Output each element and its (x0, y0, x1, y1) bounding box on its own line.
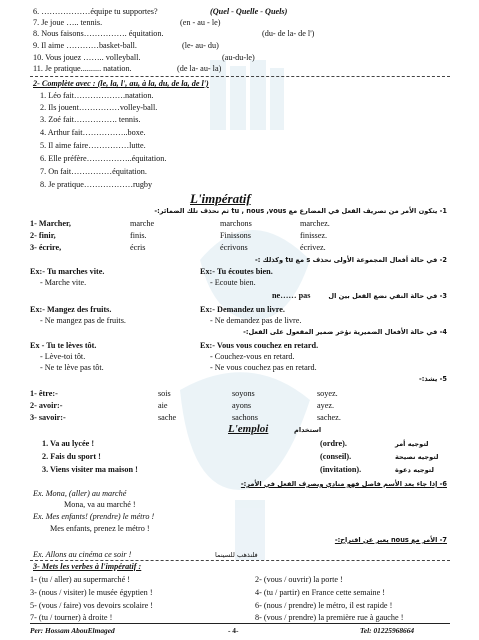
emploi-title-arabic: استخدام (294, 426, 322, 434)
rule-6-arabic: 6- إذا جاء بعد الأسم فاصل فهو منادي ويصرف الفعل في الأمر:- (240, 480, 447, 488)
example-1b: Ex:- Tu écoutes bien. (200, 267, 273, 276)
conj-nous: Finissons (220, 231, 251, 240)
irreg-inf: 2- avoir:- (30, 401, 63, 410)
example-3a-answer-neg: - Ne te lève pas tôt. (40, 363, 104, 372)
section2-item: 7. On fait……………équitation. (40, 167, 147, 176)
section3-item: 7- (tu / tourner) à droite ! (30, 613, 113, 622)
section3-item: 8- (vous / prendre) la première rue à gauche ! (255, 613, 404, 622)
emploi-example-2: Ex. Mes enfants! (prendre) le métro ! (33, 512, 155, 521)
exercise-line-8: 8. Nous faisons……………. équitation. (33, 29, 164, 38)
exercise-line-9: 9. Il aime …………basket-ball. (33, 41, 137, 50)
divider (30, 76, 450, 77)
exercise-line-6: 6. ………………équipe tu supportes? (33, 7, 158, 16)
example-3a-answer: - Lève-toi tôt. (40, 352, 86, 361)
exercise-line-7-hint: (en - au - le) (180, 18, 221, 27)
exercise-line-8-hint: (du- de la- de l') (262, 29, 315, 38)
conj-nous: marchons (220, 219, 252, 228)
emploi-example-1-answer: Mona, va au marché ! (64, 500, 136, 509)
irreg-tu: sois (158, 389, 171, 398)
irreg-vous: ayez. (317, 401, 335, 410)
rule-4-arabic: 4- في حالة الأفعال الضميرية نؤخر ضمير المفعول على الفعل:- (243, 328, 447, 336)
emploi-label-arabic: لتوجيه دعوة (395, 466, 434, 474)
rule-2-arabic: 2- في حالة أفعال المجموعة الأولى نحذف s مع tu وكذلك :- (255, 256, 447, 264)
irreg-nous: soyons (232, 389, 255, 398)
emploi-example-1: Ex. Mona, (aller) au marché (33, 489, 127, 498)
exercise-line-9-hint: (le- au- du) (182, 41, 219, 50)
emploi-label: (ordre). (320, 439, 347, 448)
exercise-line-7: 7. Je joue ….. tennis. (33, 18, 103, 27)
section2-item: 3. Zoé fait……………. tennis. (40, 115, 141, 124)
conj-inf: 1- Marcher, (30, 219, 71, 228)
exercise-line-10: 10. Vous jouez …….. volleyball. (33, 53, 141, 62)
emploi-title: L'emploi (228, 423, 269, 435)
example-2b: Ex:- Demandez un livre. (200, 305, 285, 314)
irreg-inf: 1- être:- (30, 389, 58, 398)
rule-1-arabic: 1- يتكون الأمر من تصريف الفعل في المضارع مع tu , nous ,vous ثم نحذف تلك الضمائر:- (154, 207, 447, 215)
exercise-line-11-hint: (de la- au- la) (177, 64, 222, 73)
section2-title: 2- Complète avec : (le, la, l', au, à la, du, de la, de l') (33, 79, 209, 88)
section3-item: 4- (tu / partir) en France cette semaine ! (255, 588, 386, 597)
section2-item: 1. Léo fait……………….natation. (40, 91, 154, 100)
example-3b-answer: - Couchez-vous en retard. (210, 352, 295, 361)
section2-item: 8. Je pratique………………rugby (40, 180, 153, 189)
emploi-example: 3. Viens visiter ma maison ! (42, 465, 138, 474)
conj-vous: finissez. (300, 231, 328, 240)
conj-inf: 3- écrire, (30, 243, 62, 252)
section2-item: 4. Arthur fait……………..boxe. (40, 128, 146, 137)
exercise-line-11: 11. Je pratique.......... natation. (33, 64, 132, 73)
emploi-example-3: Ex. Allons au cinéma ce soir ! (33, 550, 132, 559)
irreg-inf: 3- savoir:- (30, 413, 66, 422)
emploi-example: 2. Fais du sport ! (42, 452, 101, 461)
section3-item: 5- (vous / faire) vos devoirs scolaire ! (30, 601, 154, 610)
emploi-label-arabic: لتوجيه أمر (395, 440, 429, 448)
section3-item: 6- (nous / prendre) le métro, il est rapide ! (255, 601, 393, 610)
rule-3-arabic: 3- في حالة النفي نضع الفعل بين ال (328, 292, 447, 300)
irreg-nous: ayons (232, 401, 252, 410)
imperatif-title: L'impératif (190, 191, 251, 206)
section3-item: 3- (nous / visiter) le musée égyptien ! (30, 588, 153, 597)
footer-page-number: - 4- (228, 626, 239, 635)
divider (30, 560, 450, 561)
example-3b-answer-neg: - Ne vous couchez pas en retard. (210, 363, 317, 372)
irreg-nous: sachons (232, 413, 258, 422)
conj-nous: écrivons (220, 243, 248, 252)
emploi-example-2-answer: Mes enfants, prenez le métro ! (50, 524, 150, 533)
emploi-label: (invitation). (320, 465, 362, 474)
conj-tu: finis. (130, 231, 147, 240)
example-3a: Ex - Tu te lèves tôt. (30, 341, 97, 350)
emploi-example: 1. Va au lycée ! (42, 439, 95, 448)
emploi-label-arabic: لتوجيه نصيحة (395, 453, 439, 461)
irreg-vous: sachez. (317, 413, 341, 422)
section2-item: 6. Elle préfère……………..équitation. (40, 154, 167, 163)
example-2a-answer: - Ne mangez pas de fruits. (40, 316, 126, 325)
footer-phone: Tel: 01225968664 (360, 626, 415, 635)
emploi-label: (conseil). (320, 452, 352, 461)
conj-vous: écrivez. (300, 243, 326, 252)
example-3b: Ex:- Vous vous couchez en retard. (200, 341, 319, 350)
rule-7-arabic: 7- الأمر مع nous يعبر عن اقتراح:- (334, 536, 447, 544)
exercise-line-10-hint: (au-du-le) (222, 53, 255, 62)
section3-item: 2- (vous / ouvrir) la porte ! (255, 575, 343, 584)
emploi-example-3-arabic: فلنذهب للسينما (215, 551, 258, 559)
irreg-tu: sache (158, 413, 177, 422)
section2-item: 2. Ils jouent……………volley-ball. (40, 103, 158, 112)
conj-tu: marche (130, 219, 155, 228)
example-1a: Ex:- Tu marches vite. (30, 267, 105, 276)
section3-title: 3- Mets les verbes à l'impératif : (33, 562, 142, 571)
section2-item: 5. Il aime faire……………lutte. (40, 141, 146, 150)
irreg-tu: aie (158, 401, 168, 410)
rule-5-arabic: 5- يشذ:- (419, 375, 447, 383)
example-1a-answer: - Marche vite. (40, 278, 87, 287)
conj-tu: écris (130, 243, 146, 252)
rule-3-label: ne…… pas (272, 291, 311, 300)
example-1b-answer: - Ecoute bien. (210, 278, 256, 287)
irreg-vous: soyez. (317, 389, 338, 398)
conj-inf: 2- finir, (30, 231, 56, 240)
footer-divider (30, 623, 450, 624)
example-2b-answer: - Ne demandez pas de livre. (210, 316, 302, 325)
footer-author: Per: Hossam AbouElmaged (30, 626, 115, 635)
conj-vous: marchez. (300, 219, 330, 228)
example-2a: Ex:- Mangez des fruits. (30, 305, 112, 314)
exercise-line-6-hint: (Quel - Quelle - Quels) (210, 7, 288, 16)
section3-item: 1- (tu / aller) au supermarché ! (30, 575, 131, 584)
